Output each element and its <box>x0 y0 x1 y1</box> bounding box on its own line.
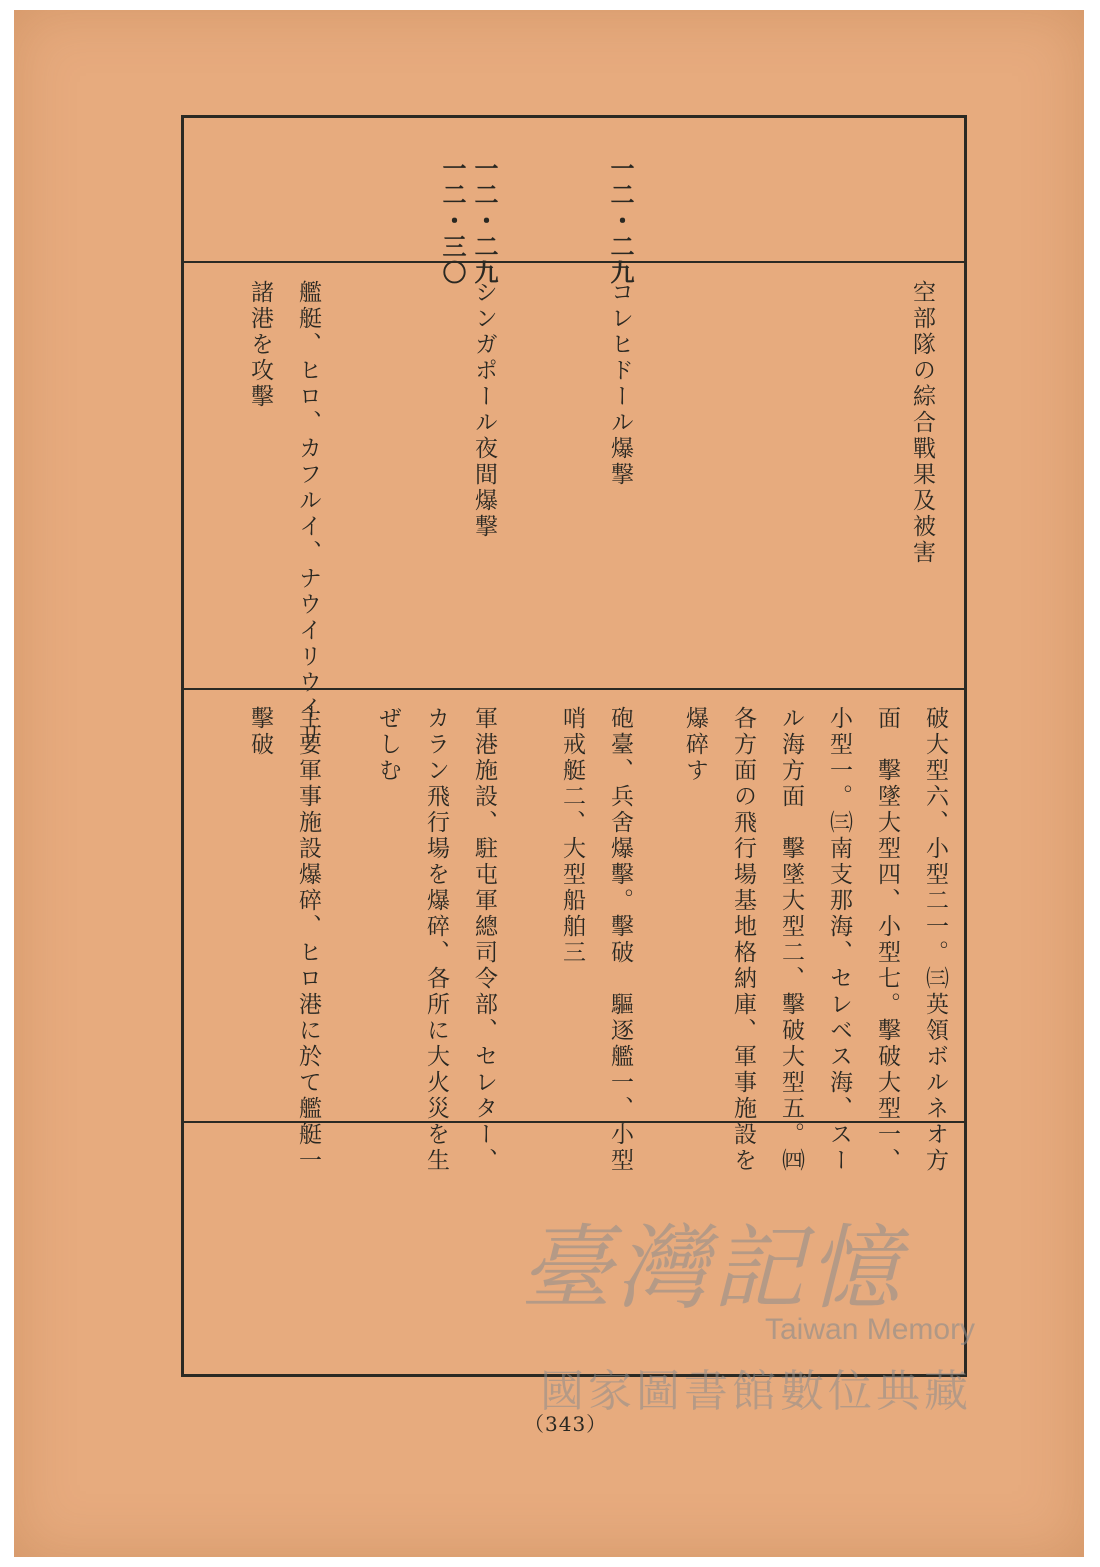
event-hawaii-cont: 諸港を攻擊 <box>247 280 273 410</box>
result-line: 擊破 <box>247 706 273 758</box>
result-line: カラン飛行場を爆碎、各所に大火災を生 <box>423 706 449 1174</box>
result-line: ぜしむ <box>375 706 401 784</box>
result-line: 砲臺、兵舍爆擊。擊破 驅逐艦一、小型 <box>607 706 633 1174</box>
result-line: 面 擊墜大型四、小型七。擊破大型一、 <box>874 706 900 1174</box>
section-title: 空部隊の綜合戰果及被害 <box>909 280 935 566</box>
event-singapore: シンガポール夜間爆撃 <box>471 280 497 540</box>
watermark-library: 國家圖書館數位典藏 <box>540 1366 972 1417</box>
event-corregidor: コレヒドール爆撃 <box>607 280 633 488</box>
date-1: 一二・二九 <box>606 156 635 286</box>
result-line: 爆碎す <box>682 706 708 784</box>
row-divider <box>184 261 964 263</box>
result-line: 主要軍事施設爆碎、ヒロ港に於て艦艇一 <box>295 706 321 1174</box>
result-line: 哨戒艇二、大型船舶三 <box>559 706 585 966</box>
event-hawaii: 艦艇、ヒロ、カフルイ、ナウイリウイリ <box>295 280 321 748</box>
date-2a: 一二・二九 <box>470 156 499 286</box>
table-frame <box>181 115 967 1377</box>
watermark-logo-text: 臺灣記憶 <box>520 1215 905 1322</box>
watermark-english: Taiwan Memory <box>765 1313 976 1346</box>
result-line: ル海方面 擊墜大型二、擊破大型五。㈣ <box>778 706 804 1174</box>
result-line: 軍港施設、駐屯軍總司令部、セレター、 <box>471 706 497 1174</box>
date-2b: 一二・三〇 <box>438 156 467 286</box>
result-line: 破大型六、小型二一。㈢英領ボルネオ方 <box>922 706 948 1174</box>
page-number: （343） <box>524 1412 608 1436</box>
result-line: 小型一。㈢南支那海、セレベス海、スー <box>826 706 852 1174</box>
result-line: 各方面の飛行場基地格納庫、軍事施設を <box>730 706 756 1174</box>
